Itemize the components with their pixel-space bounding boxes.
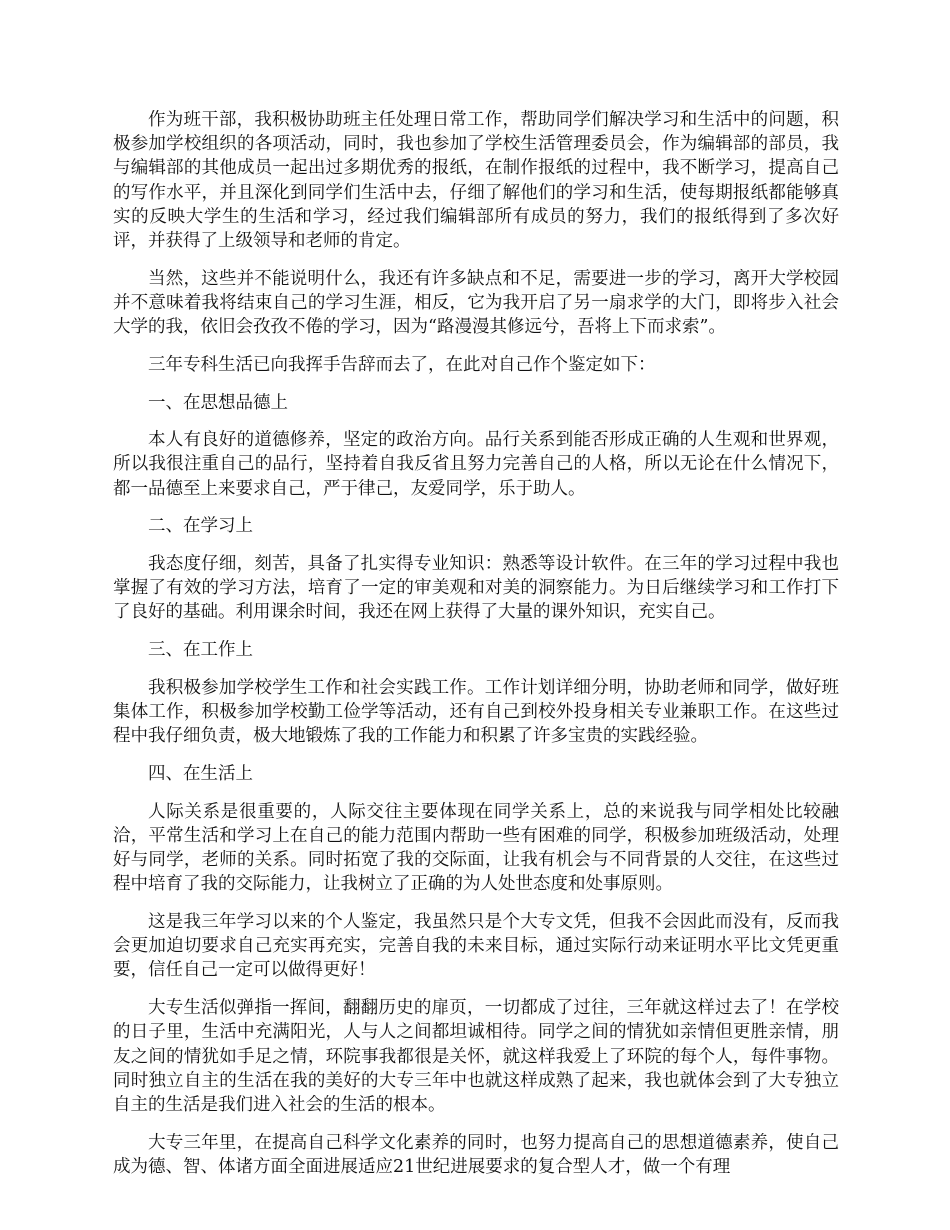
section-heading-life: 四、在生活上 [148, 763, 253, 784]
section-heading-morality: 一、在思想品德上 [148, 392, 288, 413]
section-heading-study: 二、在学习上 [148, 516, 253, 537]
paragraph-study: 我态度仔细，刻苦，具备了扎实得专业知识：熟悉等设计软件。在三年的学习过程中我也掌握了有效的学习方法，培育了一定的审美观和对美的洞察能力。为日后继续学习和工作打下了良好的基础。利用课余时间，我还在网上获得了大量的课外知识，充实自己。 [113, 554, 839, 623]
document-body [113, 108, 839, 1193]
paragraph-life: 人际关系是很重要的，人际交往主要体现在同学关系上，总的来说我与同学相处比较融洽，平常生活和学习上在自己的能力范围内帮助一些有困难的同学，积极参加班级活动，处理好与同学，老师的关系。同时拓宽了我的交际面，让我有机会与不同背景的人交往，在这些过程中培育了我的交际能力，让我树立了正确的为人处世态度和处事原则。 [113, 801, 839, 895]
paragraph-morality: 本人有良好的道德修养，坚定的政治方向。品行关系到能否形成正确的人生观和世界观，所以我很注重自己的品行，坚持着自我反省且努力完善自己的人格，所以无论在什么情况下，都一品德至上来要求自己，严于律己，友爱同学，乐于助人。 [113, 430, 839, 499]
paragraph-shortcomings: 当然，这些并不能说明什么，我还有许多缺点和不足，需要进一步的学习，离开大学校园并不意味着我将结束自己的学习生涯，相反，它为我开启了另一扇求学的大门，即将步入社会大学的我，依旧会孜孜不倦的学习，因为“路漫漫其修远兮，吾将上下而求索”。 [113, 268, 839, 338]
paragraph-class-cadre-work: 作为班干部，我积极协助班主任处理日常工作，帮助同学们解决学习和生活中的问题，积极参加学校组织的各项活动，同时，我也参加了学校生活管理委员会，作为编辑部的部员，我与编辑部的其他成员一起出过多期优秀的报纸，在制作报纸的过程中，我不断学习，提高自己的写作水平，并且深化到同学们生活中去，仔细了解他们的学习和生活，使每期报纸都能够真实的反映大学生的生活和学习，经过我们编辑部所有成员的努力，我们的报纸得到了多次好评，并获得了上级领导和老师的肯定。 [113, 110, 839, 252]
paragraph-college-life: 大专生活似弹指一挥间，翻翻历史的扉页，一切都成了过往，三年就这样过去了！在学校的日子里，生活中充满阳光，人与人之间都坦诚相待。同学之间的情犹如亲情但更胜亲情，朋友之间的情犹如手足之情，环院事我都很是关怀，就这样我爱上了环院的每个人，每件事物。同时独立自主的生活在我的美好的大专三年中也就这样成熟了起来，我也就体会到了大专独立自主的生活是我们进入社会的生活的根本。 [113, 998, 839, 1115]
paragraph-conclusion: 这是我三年学习以来的个人鉴定，我虽然只是个大专文凭，但我不会因此而没有，反而我会更加迫切要求自己充实再充实，完善自我的未来目标，通过实际行动来证明水平比文凭更重要，信任自己一定可以做得更好！ [113, 911, 839, 981]
paragraph-self-appraisal-intro: 三年专科生活已向我挥手告辞而去了，在此对自己作个鉴定如下： [148, 354, 656, 375]
paragraph-three-years: 大专三年里，在提高自己科学文化素养的同时，也努力提高自己的思想道德素养，使自己成为德、智、体诸方面全面进展适应21世纪进展要求的复合型人才，做一个有理 [113, 1132, 839, 1177]
section-heading-work: 三、在工作上 [148, 640, 253, 661]
paragraph-work: 我积极参加学校学生工作和社会实践工作。工作计划详细分明，协助老师和同学，做好班集体工作，积极参加学校勤工俭学等活动，还有自己到校外投身相关专业兼职工作。在这些过程中我仔细负责，极大地锻炼了我的工作能力和积累了许多宝贵的实践经验。 [113, 677, 839, 747]
